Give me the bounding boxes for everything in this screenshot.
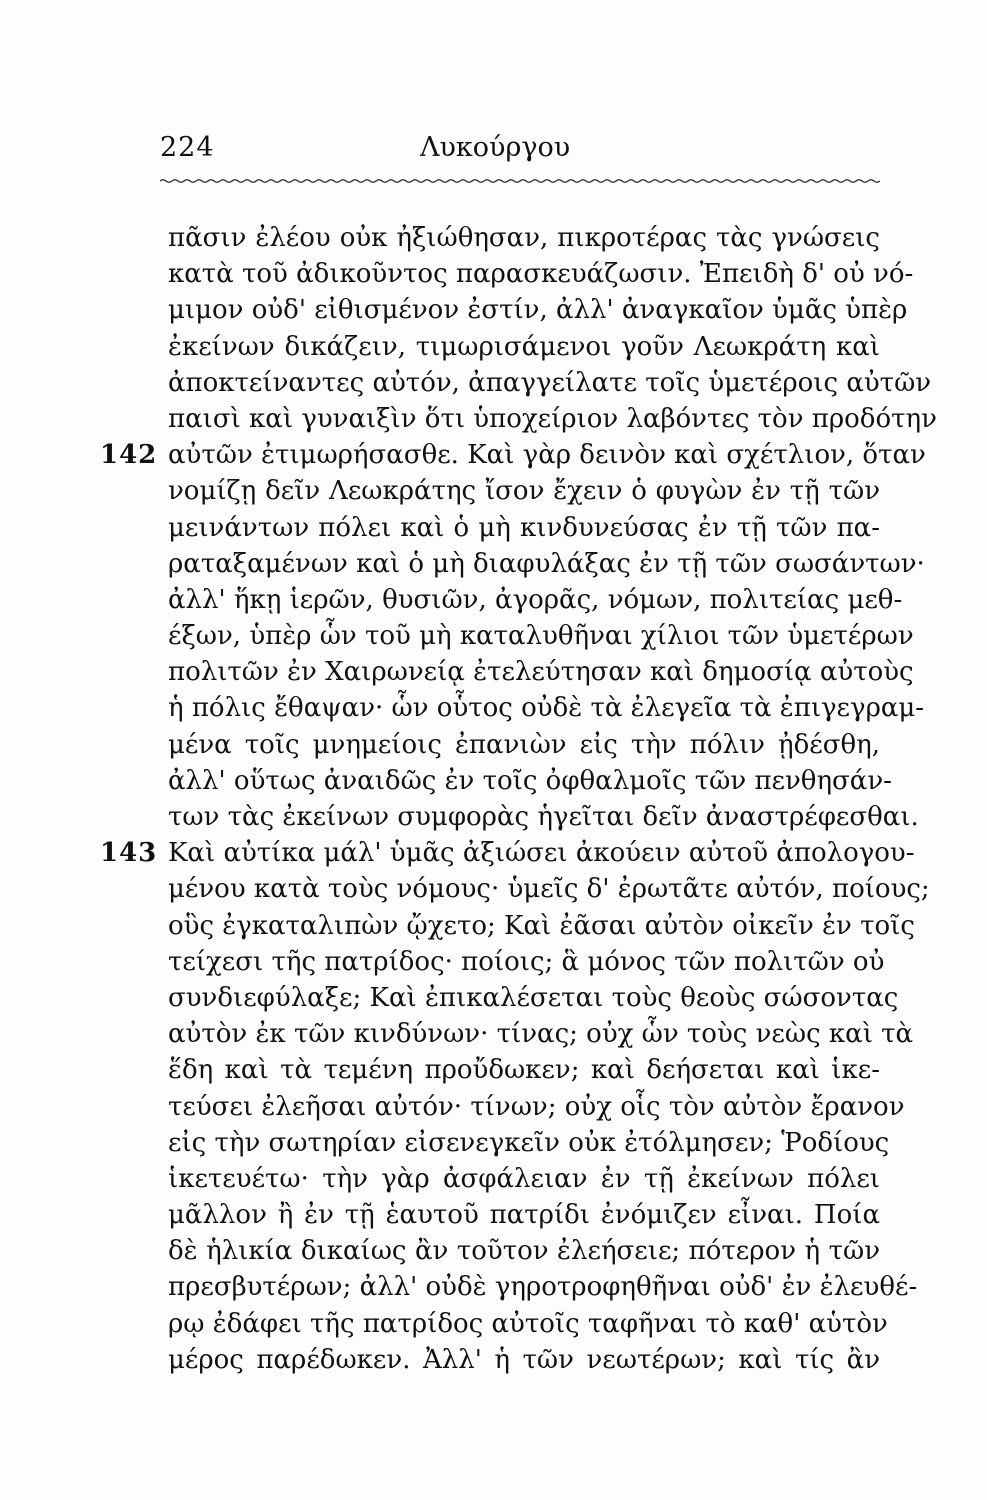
line-text: Καὶ αὐτίκα μάλ' ὑμᾶς ἀξιώσει ἀκούειν αὐτοῦ ἀπολογου- — [168, 838, 915, 869]
text-line — [168, 727, 880, 763]
greek-text-body — [100, 220, 937, 1378]
text-line — [168, 618, 914, 654]
text-line — [168, 1306, 888, 1342]
line-text: ἱκετευέτω· τὴν γὰρ ἀσφάλειαν ἐν τῇ ἐκείνων πόλει — [168, 1163, 880, 1194]
line-text: νομίζῃ δεῖν Λεωκράτης ἴσον ἔχειν ὁ φυγὼν ἐν τῇ τῶν — [168, 476, 880, 507]
text-line — [100, 835, 915, 871]
line-text: μένου κατὰ τοὺς νόμους· ὑμεῖς δ' ἐρωτᾶτε αὐτόν, ποίους; — [168, 874, 930, 905]
line-text: μέρος παρέδωκεν. Ἀλλ' ἡ τῶν νεωτέρων; καὶ τίς ἂν — [168, 1344, 880, 1375]
header-wavy-rule — [160, 178, 880, 184]
text-line — [168, 763, 892, 799]
line-text: αὐτῶν ἐτιμωρήσασθε. Καὶ γὰρ δεινὸν καὶ σχέτλιον, ὅταν — [168, 440, 926, 471]
text-line — [100, 437, 926, 473]
line-text: πρεσβυτέρων; ἀλλ' οὐδὲ γηροτροφηθῆναι οὐδ' ἐν ἐλευθέ- — [168, 1272, 918, 1303]
text-line — [168, 256, 914, 292]
text-line — [168, 365, 932, 401]
page-number: 224 — [160, 132, 215, 163]
text-line — [168, 908, 915, 944]
line-text: τεύσει ἐλεῆσαι αὐτόν· τίνων; οὐχ οἷς τὸν αὐτὸν ἔρανον — [168, 1091, 905, 1122]
line-text: δὲ ἡλικία δικαίως ἂν τοῦτον ἐλεήσειε; πότερον ἡ τῶν — [168, 1236, 880, 1267]
text-line — [168, 582, 903, 618]
page-header — [160, 128, 880, 168]
line-text: ρῳ ἐδάφει τῆς πατρίδος αὐτοῖς ταφῆναι τὸ καθ' αὑτὸν — [168, 1308, 888, 1339]
line-text: οὓς ἐγκαταλιπὼν ᾤχετο; Καὶ ἐᾶσαι αὐτὸν οἰκεῖν ἐν τοῖς — [168, 910, 915, 941]
line-text: ἐκείνων δικάζειν, τιμωρισάμενοι γοῦν Λεωκράτη καὶ — [168, 331, 880, 362]
text-line — [168, 1125, 890, 1161]
text-line — [168, 690, 925, 726]
text-line — [168, 1161, 880, 1197]
line-text: αὐτὸν ἐκ τῶν κινδύνων· τίνας; οὐχ ὧν τοὺς νεὼς καὶ τὰ — [168, 1019, 914, 1050]
text-line — [168, 1233, 880, 1269]
line-text: ἕδη καὶ τὰ τεμένη προὔδωκεν; καὶ δεήσεται καὶ ἱκε- — [168, 1055, 880, 1086]
line-text: ραταξαμένων καὶ ὁ μὴ διαφυλάξας ἐν τῇ τῶν σωσάντων· — [168, 548, 925, 579]
running-title: Λυκούργου — [420, 132, 571, 163]
text-line — [168, 799, 919, 835]
text-line — [168, 546, 925, 582]
line-text: των τὰς ἐκείνων συμφορὰς ἡγεῖται δεῖν ἀναστρέφεσθαι. — [168, 802, 919, 832]
section-number: 142 — [100, 440, 158, 471]
text-line — [168, 473, 880, 509]
line-text: κατὰ τοῦ ἀδικοῦντος παρασκευάζωσιν. Ἐπειδὴ δ' οὐ νό- — [168, 259, 914, 290]
text-line — [168, 944, 885, 980]
line-text: τείχεσι τῆς πατρίδος· ποίοις; ἃ μόνος τῶν πολιτῶν οὐ — [168, 946, 885, 977]
text-line — [168, 1342, 880, 1378]
text-line — [168, 329, 880, 365]
line-text: ἀλλ' οὕτως ἀναιδῶς ἐν τοῖς ὀφθαλμοῖς τῶν πενθησάν- — [168, 765, 892, 796]
text-line — [168, 1052, 880, 1088]
line-text: πᾶσιν ἐλέου οὐκ ἠξιώθησαν, πικροτέρας τὰς γνώσεις — [168, 223, 880, 253]
line-text: μιμον οὐδ' εἰθισμένον ἐστίν, ἀλλ' ἀναγκαῖον ὑμᾶς ὑπὲρ — [168, 295, 908, 326]
line-text: έξων, ὑπὲρ ὧν τοῦ μὴ καταλυθῆναι χίλιοι τῶν ὑμετέρων — [168, 621, 914, 652]
text-line — [168, 654, 914, 690]
section-number: 143 — [100, 838, 158, 869]
line-text: ἀλλ' ἥκῃ ἱερῶν, θυσιῶν, ἀγορᾶς, νόμων, πολιτείας μεθ- — [168, 584, 903, 615]
text-line — [168, 1197, 880, 1233]
line-text: μένα τοῖς μνημείοις ἐπανιὼν εἰς τὴν πόλιν ᾐδέσθη, — [168, 729, 880, 760]
line-text: μεινάντων πόλει καὶ ὁ μὴ κινδυνεύσας ἐν τῇ τῶν πα- — [168, 512, 880, 543]
line-text: ἡ πόλις ἔθαψαν· ὧν οὗτος οὐδὲ τὰ ἐλεγεῖα τὰ ἐπιγεγραμ- — [168, 693, 925, 724]
line-text: μᾶλλον ἢ ἐν τῇ ἑαυτοῦ πατρίδι ἐνόμιζεν εἶναι. Ποία — [168, 1200, 880, 1231]
text-line — [168, 220, 880, 256]
line-text: παισὶ καὶ γυναιξὶν ὅτι ὑποχείριον λαβόντες τὸν προδότην — [168, 403, 937, 434]
text-line — [168, 401, 937, 437]
text-line — [168, 980, 899, 1016]
text-line — [168, 871, 930, 907]
line-text: συνδιεφύλαξε; Καὶ ἐπικαλέσεται τοὺς θεοὺς σώσοντας — [168, 982, 899, 1013]
text-line — [168, 1016, 914, 1052]
line-text: εἰς τὴν σωτηρίαν εἰσενεγκεῖν οὐκ ἐτόλμησεν; Ῥοδίους — [168, 1127, 890, 1158]
line-text: πολιτῶν ἐν Χαιρωνείᾳ ἐτελεύτησαν καὶ δημοσίᾳ αὐτοὺς — [168, 657, 914, 688]
text-line — [168, 1089, 905, 1125]
text-line — [168, 292, 908, 328]
text-line — [168, 510, 880, 546]
line-text: ἀποκτείναντες αὐτόν, ἀπαγγείλατε τοῖς ὑμετέροις αὐτῶν — [168, 367, 932, 398]
text-line — [168, 1269, 918, 1305]
